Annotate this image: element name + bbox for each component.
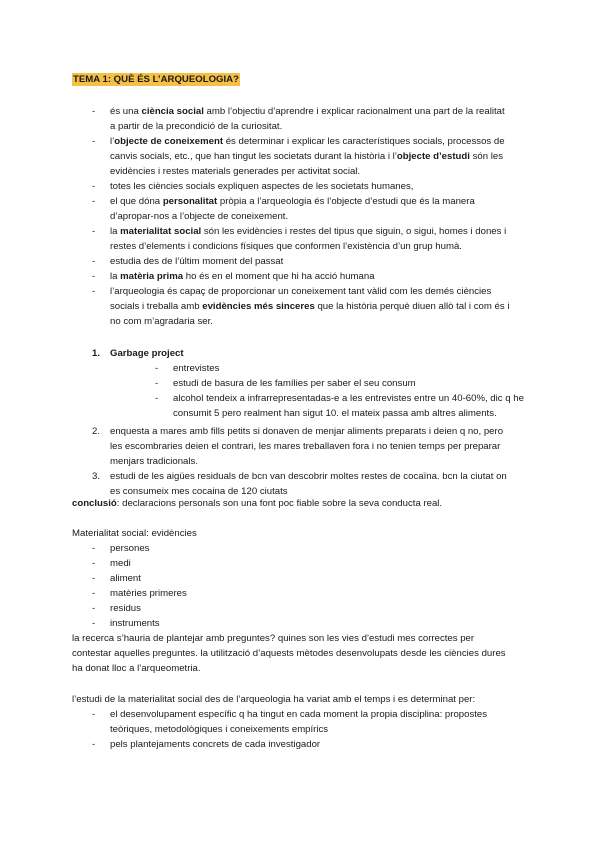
sub-bullet-dash: - — [155, 378, 159, 389]
bullet-text — [110, 194, 475, 209]
bullet-dash: - — [92, 603, 96, 614]
text-run: totes les ciències socials expliquen aspectes de les societats humanes, — [110, 181, 414, 192]
bullet-text — [110, 254, 283, 269]
numbered-item-text: enquesta a mares amb fills petits si donaven de menjar aliments preparats i deien q no, pero — [110, 426, 504, 437]
text-run: l’ — [110, 136, 115, 147]
bold-term: materialitat social — [120, 226, 202, 237]
list-number: 1. — [92, 348, 101, 359]
numbered-item-text: estudi de les aigües residuals de bcn van descobrir moltes restes de cocaïna. bcn la ciutat on — [110, 471, 507, 482]
conclusion-text: : declaracions personals son una font poc fiable sobre la seva conducta real. — [116, 498, 443, 509]
bullet-text-continued — [110, 314, 213, 329]
bullet-dash: - — [92, 106, 96, 117]
text-run: ho és en el moment que hi ha acció humana — [183, 271, 375, 282]
evidence-item: instruments — [110, 618, 160, 629]
bold-term: personalitat — [162, 196, 218, 207]
bullet-text — [110, 104, 505, 119]
conclusion-line — [72, 496, 442, 511]
conclusion-label: conclusió — [72, 498, 117, 509]
estudi-heading: l’estudi de la materialitat social des de l’arqueologia ha variat amb el temps i es determinat per: — [72, 694, 476, 705]
bullet-text: pels plantejaments concrets de cada investigador — [110, 739, 321, 750]
bullet-dash: - — [92, 558, 96, 569]
text-run: evidències i restes materials generades per activitat social. — [110, 166, 361, 177]
sub-bullet-dash: - — [155, 363, 159, 374]
text-run: amb l’objectiu d’aprendre i explicar racionalment una part de la realitat — [203, 106, 505, 117]
bullet-text-continued — [110, 209, 288, 224]
bullet-text — [110, 134, 505, 149]
text-run: a partir de la precondició de la curiositat. — [110, 121, 283, 132]
text-run: són les — [469, 151, 504, 162]
sub-bullet-text: consumit 5 pero realment han sigut 10. el mateix passa amb altres aliments. — [173, 408, 497, 419]
document-title: TEMA 1: QUÈ ÉS L’ARQUEOLOGIA? — [73, 74, 239, 85]
bullet-dash: - — [92, 573, 96, 584]
paragraph-line: ha donat lloc a l’arqueometria. — [72, 663, 201, 674]
text-run: restes d’elements i condicions físiques que conformen l’existència d’un grup humà. — [110, 241, 462, 252]
evidence-item: medi — [110, 558, 131, 569]
numbered-item-text: es consumeix mes cocaina de 120 ciutats — [110, 486, 288, 497]
bold-term: matèria prima — [120, 271, 184, 282]
bullet-text: teòriques, metodològiques i coneixements empírics — [110, 724, 329, 735]
bold-term: objecte d’estudi — [396, 151, 470, 162]
bullet-dash: - — [92, 618, 96, 629]
evidence-item: persones — [110, 543, 150, 554]
bullet-text: el desenvolupament específic q ha tingut en cada moment la propia disciplina: propostes — [110, 709, 488, 720]
bullet-text — [110, 269, 375, 284]
bullet-dash: - — [92, 286, 96, 297]
bullet-dash: - — [92, 709, 96, 720]
text-run: són les evidències i restes del tipus que siguin, o sigui, homes i dones i — [201, 226, 507, 237]
bullet-dash: - — [92, 739, 96, 750]
evidence-item: aliment — [110, 573, 141, 584]
sub-bullet-text: entrevistes — [173, 363, 220, 374]
text-run: que la història perquè diuen allò tal i com és i — [314, 301, 510, 312]
section-heading: Garbage project — [110, 348, 184, 359]
numbered-item-text: menjars tradicionals. — [110, 456, 198, 467]
text-run: pròpia a l’arqueologia és l’objecte d’estudi que és la manera — [217, 196, 475, 207]
bullet-dash: - — [92, 196, 96, 207]
bullet-dash: - — [92, 588, 96, 599]
bold-term: evidències més sinceres — [202, 301, 315, 312]
numbered-item-text: les escombraries deien el contrari, les mares treballaven fora i no tenien temps per preparar — [110, 441, 501, 452]
text-run: d’apropar-nos a l’objecte de coneixement. — [110, 211, 289, 222]
sub-bullet-text: estudi de basura de les famílies per saber el seu consum — [173, 378, 416, 389]
paragraph-line: contestar aquelles preguntes. la utilització d’aquests mètodes desenvolupats desde les ciències dures — [72, 648, 506, 659]
bullet-dash: - — [92, 226, 96, 237]
bullet-dash: - — [92, 271, 96, 282]
text-run: la — [110, 226, 121, 237]
materialitat-heading: Materialitat social: evidències — [72, 528, 197, 539]
list-number: 2. — [92, 426, 101, 437]
text-run: canvis socials, etc., que han tingut les societats durant la història i l’ — [110, 151, 397, 162]
text-run: estudia des de l’últim moment del passat — [110, 256, 284, 267]
evidence-item: matèries primeres — [110, 588, 187, 599]
text-run: socials i treballa amb — [110, 301, 203, 312]
text-run: no com m’agradaria ser. — [110, 316, 213, 327]
bullet-text-continued — [110, 119, 282, 134]
bullet-text-continued — [110, 149, 503, 164]
bullet-dash: - — [92, 181, 96, 192]
text-run: el que dóna — [110, 196, 163, 207]
text-run: l’arqueologia és capaç de proporcionar un coneixement tant vàlid com les demés ciències — [110, 286, 492, 297]
bold-term: ciència social — [141, 106, 204, 117]
evidence-item: residus — [110, 603, 141, 614]
bullet-text — [110, 179, 413, 194]
list-number: 3. — [92, 471, 101, 482]
bullet-text-continued — [110, 299, 509, 314]
text-run: és determinar i explicar les característiques socials, processos de — [223, 136, 505, 147]
bullet-dash: - — [92, 136, 96, 147]
bullet-text — [110, 224, 506, 239]
bullet-text-continued — [110, 239, 462, 254]
text-run: la — [110, 271, 121, 282]
bullet-text-continued — [110, 164, 360, 179]
sub-bullet-dash: - — [155, 393, 159, 404]
bullet-dash: - — [92, 256, 96, 267]
bullet-text — [110, 284, 491, 299]
bold-term: objecte de coneixement — [114, 136, 224, 147]
paragraph-line: la recerca s’hauria de plantejar amb preguntes? quines son les vies d’estudi mes correctes per — [72, 633, 475, 644]
text-run: és una — [110, 106, 142, 117]
bullet-dash: - — [92, 543, 96, 554]
sub-bullet-text: alcohol tendeix a infrarrepresentadas-e a les entrevistes entre un 40-60%, dic q he — [173, 393, 524, 404]
